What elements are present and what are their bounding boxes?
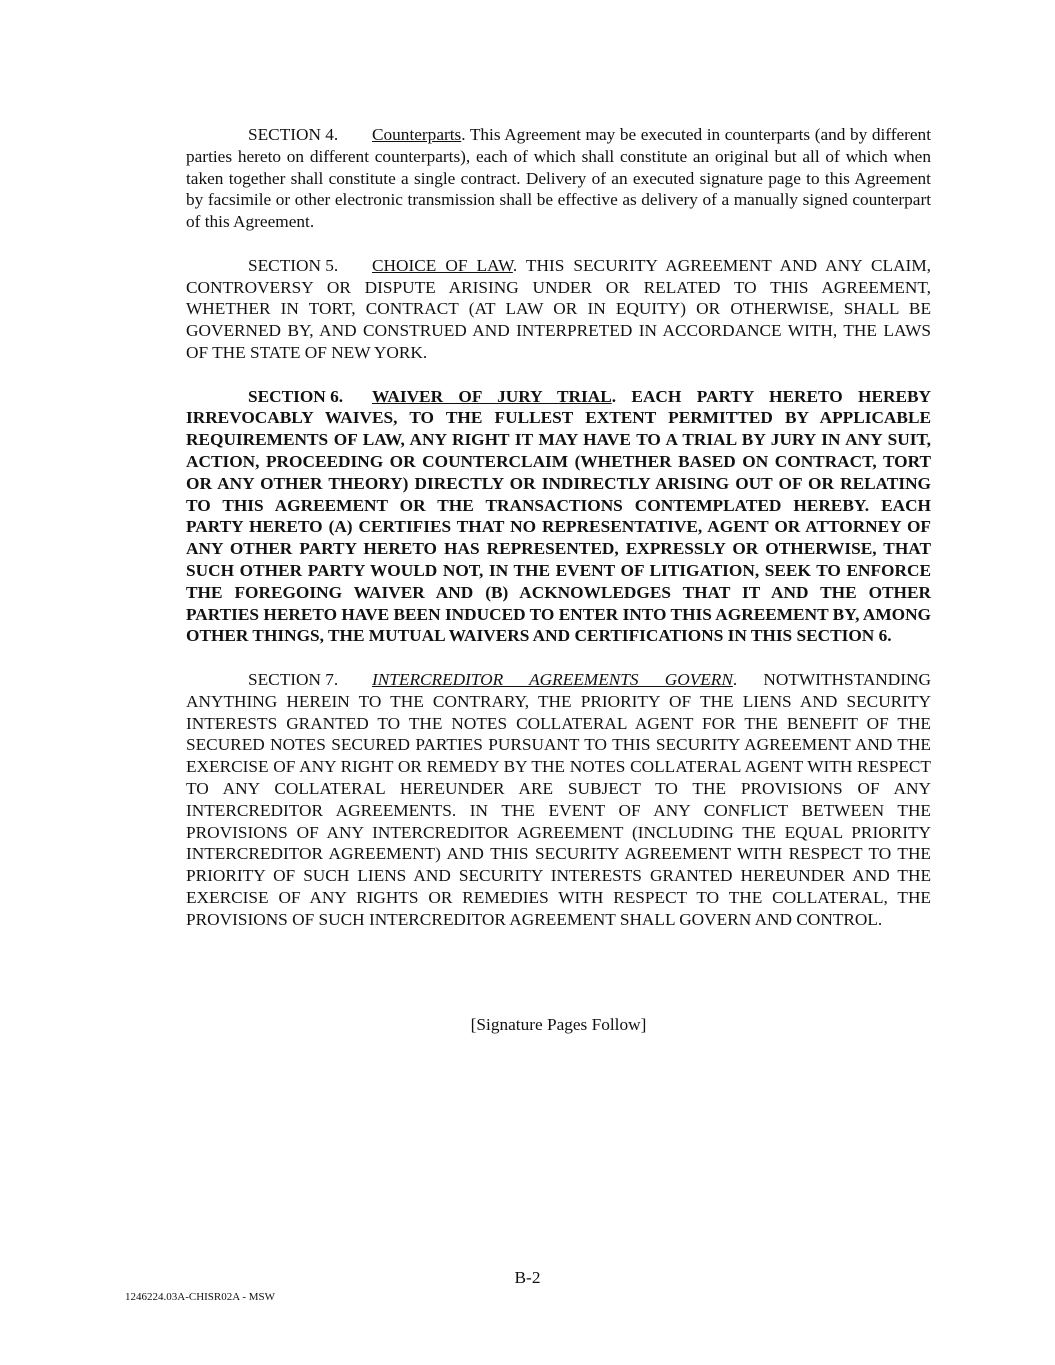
section-number: SECTION 5. (248, 255, 339, 275)
section-5 (186, 255, 931, 364)
section-heading: WAIVER OF JURY TRIAL (372, 386, 612, 406)
section-heading: CHOICE OF LAW (372, 255, 513, 275)
section-heading-punct: . (512, 255, 518, 275)
signature-pages-note: [Signature Pages Follow] (470, 1015, 647, 1034)
section-number: SECTION 7. (248, 669, 339, 689)
section-heading-punct: . (461, 125, 466, 144)
section-6 (186, 386, 931, 648)
document-body (186, 124, 931, 952)
section-body: This Agreement may be executed in counterparts (and by different parties hereto on different counterparts), each of which shall constitute an original but all of which when taken together shall constitute a single contract. Delivery of an executed signature page to this Agreement by facsimile or other electronic transmission shall be effective as delivery of a manually signed counterpart of this Agreement. (186, 125, 931, 232)
document-id: 1246224.03A-CHISR02A - MSW (125, 1291, 276, 1303)
section-heading: Counterparts (372, 125, 462, 144)
section-body: THIS SECURITY AGREEMENT AND ANY CLAIM, CONTROVERSY OR DISPUTE ARISING UNDER OR RELATED TO THIS AGREEMENT, WHETHER IN TORT, CONTRACT (AT LAW OR IN EQUITY) OR OTHERWISE, SHALL BE GOVERNED BY, AND CONSTRUED AND INTERPRETED IN ACCORDANCE WITH, THE LAWS OF THE STATE OF NEW YORK. (186, 255, 931, 362)
section-number: SECTION 4. (248, 125, 339, 144)
section-4 (186, 124, 931, 233)
section-number: SECTION 6. (248, 386, 344, 406)
section-body: EACH PARTY HERETO HEREBY IRREVOCABLY WAIVES, TO THE FULLEST EXTENT PERMITTED BY APPLICABLE REQUIREMENTS OF LAW, ANY RIGHT IT MAY HAVE TO A TRIAL BY JURY IN ANY SUIT, ACTION, PROCEEDING OR COUNTERCLAIM (WHETHER BASED ON CONTRACT, TORT OR ANY OTHER THEORY) DIRECTLY OR INDIRECTLY ARISING OUT OF OR RELATING TO THIS AGREEMENT OR THE TRANSACTIONS CONTEMPLATED HEREBY. EACH PARTY HERETO (A) CERTIFIES THAT NO REPRESENTATIVE, AGENT OR ATTORNEY OF ANY OTHER PARTY HERETO HAS REPRESENTED, EXPRESSLY OR OTHERWISE, THAT SUCH OTHER PARTY WOULD NOT, IN THE EVENT OF LITIGATION, SEEK TO ENFORCE THE FOREGOING WAIVER AND (B) ACKNOWLEDGES THAT IT AND THE OTHER PARTIES HERETO HAVE BEEN INDUCED TO ENTER INTO THIS AGREEMENT BY, AMONG OTHER THINGS, THE MUTUAL WAIVERS AND CERTIFICATIONS IN THIS SECTION 6. (186, 386, 931, 646)
section-heading: INTERCREDITOR AGREEMENTS GOVERN (372, 669, 733, 689)
page-number: B-2 (514, 1268, 541, 1287)
section-heading-punct: . (611, 386, 617, 406)
section-7 (186, 669, 931, 931)
section-heading-punct: . (732, 669, 738, 689)
section-body: NOTWITHSTANDING ANYTHING HEREIN TO THE CONTRARY, THE PRIORITY OF THE LIENS AND SECURITY INTERESTS GRANTED TO THE NOTES COLLATERAL AGENT FOR THE BENEFIT OF THE SECURED NOTES SECURED PARTIES PURSUANT TO THIS SECURITY AGREEMENT AND THE EXERCISE OF ANY RIGHT OR REMEDY BY THE NOTES COLLATERAL AGENT WITH RESPECT TO ANY COLLATERAL HEREUNDER ARE SUBJECT TO THE PROVISIONS OF ANY INTERCREDITOR AGREEMENTS. IN THE EVENT OF ANY CONFLICT BETWEEN THE PROVISIONS OF ANY INTERCREDITOR AGREEMENT (INCLUDING THE EQUAL PRIORITY INTERCREDITOR AGREEMENT) AND THIS SECURITY AGREEMENT WITH RESPECT TO THE PRIORITY OF SUCH LIENS AND SECURITY INTERESTS GRANTED HEREUNDER AND THE EXERCISE OF ANY RIGHTS OR REMEDIES WITH RESPECT TO THE COLLATERAL, THE PROVISIONS OF SUCH INTERCREDITOR AGREEMENT SHALL GOVERN AND CONTROL. (186, 669, 931, 929)
